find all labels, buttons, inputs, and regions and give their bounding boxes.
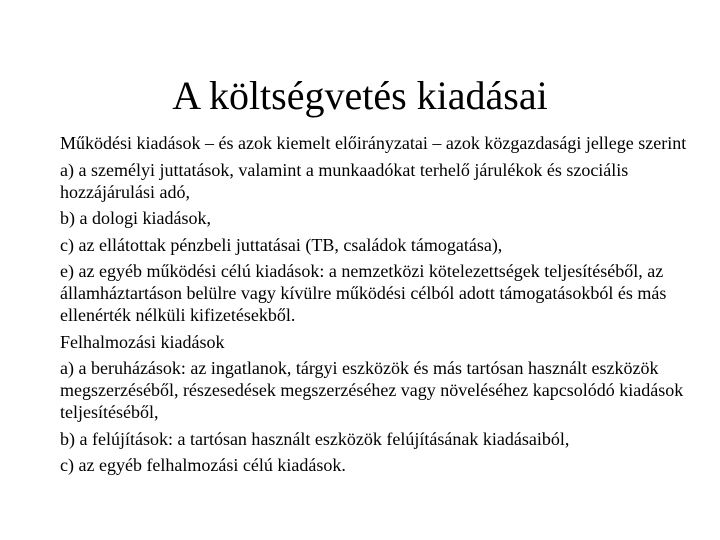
paragraph-capital-expenses-heading: Felhalmozási kiadások bbox=[60, 331, 225, 352]
slide-body bbox=[60, 132, 690, 481]
paragraph-other-capital: c) az egyéb felhalmozási célú kiadások. bbox=[60, 455, 346, 475]
paragraph-personnel-costs: a) a személyi juttatások, valamint a munkaadókat terhelő járulékok és szociális hozzájárulási adó, bbox=[60, 159, 629, 202]
slide-title: A költségvetés kiadásai bbox=[172, 73, 548, 118]
paragraph-cash-benefits: c) az ellátottak pénzbeli juttatásai (TB, családok támogatása), bbox=[60, 234, 503, 255]
paragraph-material-costs: b) a dologi kiadások, bbox=[60, 208, 211, 228]
paragraph-other-operating: e) az egyéb működési célú kiadások: a nemzetközi kötelezettségek teljesítéséből, az államháztartáson belülre vagy kívülre működési célból adott támogatásokból és más ellenérték nélküli kifizetésekből. bbox=[60, 261, 667, 325]
paragraph-operating-expenses-heading: Működési kiadások – és azok kiemelt előirányzatai – azok közgazdasági jellege szerint bbox=[60, 133, 687, 153]
paragraph-renovations: b) a felújítások: a tartósan használt eszközök felújításának kiadásaiból, bbox=[60, 428, 570, 449]
paragraph-investments: a) a beruházások: az ingatlanok, tárgyi eszközök és más tartósan használt eszközök megszerzéséből, részesedések megszerzéséhez vagy növeléséhez kapcsolódó kiadások teljesítéséből, bbox=[60, 358, 684, 422]
